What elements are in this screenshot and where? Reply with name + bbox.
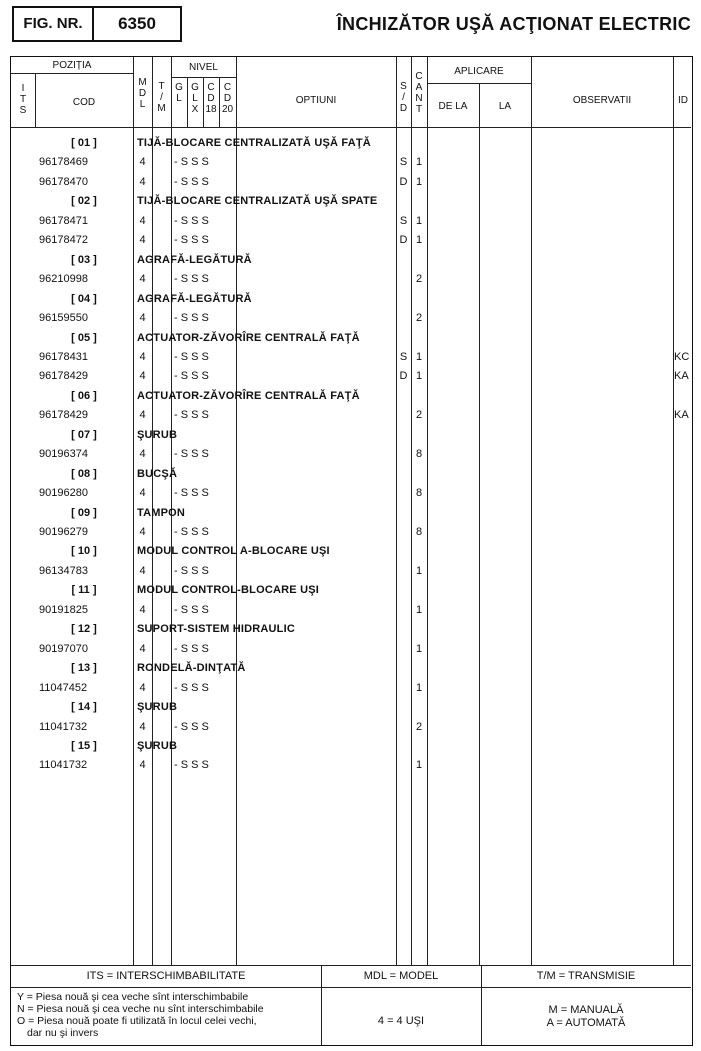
legend-mdl-value: 4 = 4 UŞI [377,1015,425,1027]
col-de-la: DE LA [438,101,468,112]
position-number: [ 11 ] [71,584,97,596]
part-code: 96178429 [39,409,88,421]
model-value: 4 [139,312,146,324]
position-number: [ 03 ] [71,254,97,266]
side-value: S [399,351,408,363]
level-values: - S S S [174,448,209,460]
part-code: 96178472 [39,234,88,246]
position-number: [ 04 ] [71,293,97,305]
legend-its-title: ITS = INTERSCHIMBABILITATE [86,970,246,982]
quantity-value: 1 [415,604,423,616]
col-la: LA [498,101,512,112]
table-body [11,57,691,965]
quantity-value: 8 [415,526,423,538]
legend-tm-lines: M = MANUALĂ A = AUTOMATĂ [546,1004,626,1029]
position-description: TAMPON [137,507,186,519]
level-values: - S S S [174,721,209,733]
part-code: 96178431 [39,351,88,363]
model-value: 4 [139,721,146,733]
model-value: 4 [139,234,146,246]
position-description: TIJĂ-BLOCARE CENTRALIZATĂ UŞĂ SPATE [137,195,378,207]
level-values: - S S S [174,234,209,246]
legend-top-line [11,965,691,966]
quantity-value: 8 [415,448,423,460]
id-value: KA [674,409,689,421]
model-value: 4 [139,565,146,577]
part-code: 11041732 [39,759,88,771]
level-values: - S S S [174,643,209,655]
model-value: 4 [139,526,146,538]
position-number: [ 12 ] [71,623,97,635]
col-observatii: OBSERVATII [572,95,632,106]
quantity-value: 2 [415,409,423,421]
position-number: [ 13 ] [71,662,97,674]
level-values: - S S S [174,604,209,616]
position-number: [ 07 ] [71,429,97,441]
id-value: KA [674,370,689,382]
model-value: 4 [139,176,146,188]
side-value: S [399,215,408,227]
model-value: 4 [139,643,146,655]
col-tm: T / M [157,81,166,114]
figure-label: FIG. NR. [14,8,94,40]
quantity-value: 1 [415,682,423,694]
quantity-value: 1 [415,156,423,168]
col-nivel-cd18: C D 18 [205,82,217,115]
model-value: 4 [139,215,146,227]
level-values: - S S S [174,565,209,577]
page-title: ÎNCHIZĂTOR UŞĂ ACŢIONAT ELECTRIC [336,14,691,34]
model-value: 4 [139,682,146,694]
level-values: - S S S [174,682,209,694]
level-values: - S S S [174,176,209,188]
level-values: - S S S [174,526,209,538]
position-number: [ 02 ] [71,195,97,207]
side-value: D [399,370,408,382]
part-code: 90197070 [39,643,88,655]
part-code: 96134783 [39,565,88,577]
quantity-value: 1 [415,370,423,382]
model-value: 4 [139,604,146,616]
level-values: - S S S [174,351,209,363]
position-description: ACTUATOR-ZĂVORÎRE CENTRALĂ FAŢĂ [137,390,360,402]
level-values: - S S S [174,759,209,771]
col-nivel-gl: G L [175,82,183,104]
position-description: SUPORT-SISTEM HIDRAULIC [137,623,295,635]
legend-mdl-title: MDL = MODEL [363,970,439,982]
model-value: 4 [139,759,146,771]
model-value: 4 [139,156,146,168]
position-number: [ 09 ] [71,507,97,519]
id-value: KC [674,351,690,363]
col-nivel-glx: G L X [191,82,199,115]
model-value: 4 [139,351,146,363]
position-number: [ 08 ] [71,468,97,480]
model-value: 4 [139,273,146,285]
quantity-value: 8 [415,487,423,499]
quantity-value: 1 [415,215,423,227]
position-description: MODUL CONTROL A-BLOCARE UŞI [137,545,330,557]
part-code: 96210998 [39,273,88,285]
col-optiuni: OPTIUNI [295,95,337,106]
col-cod: COD [72,97,96,108]
col-its: I T S [19,83,27,116]
level-values: - S S S [174,370,209,382]
part-code: 96178429 [39,370,88,382]
side-value: S [399,156,408,168]
model-value: 4 [139,487,146,499]
side-value: D [399,176,408,188]
quantity-value: 1 [415,351,423,363]
level-values: - S S S [174,487,209,499]
position-description: MODUL CONTROL-BLOCARE UŞI [137,584,320,596]
level-values: - S S S [174,273,209,285]
col-nivel: NIVEL [189,62,218,73]
position-number: [ 06 ] [71,390,97,402]
col-pozitia: POZIȚIA [52,60,92,71]
quantity-value: 2 [415,312,423,324]
level-values: - S S S [174,409,209,421]
part-code: 96178470 [39,176,88,188]
legend-its-lines: Y = Piesa nouă şi cea veche sînt interschimbabile N = Piesa nouă şi cea veche nu sînt interschimbabile O = Piesa nouă poate fi utilizată în locul celei vechi, dar nu şi invers [17,991,264,1039]
col-aplicare: APLICARE [454,66,504,77]
part-code: 11047452 [39,682,88,694]
part-code: 90196374 [39,448,88,460]
position-description: TIJĂ-BLOCARE CENTRALIZATĂ UŞĂ FAŢĂ [137,137,371,149]
part-code: 96159550 [39,312,88,324]
level-values: - S S S [174,156,209,168]
part-code: 11041732 [39,721,88,733]
position-description: BUCŞĂ [137,468,178,480]
position-description: AGRAFĂ-LEGĂTURĂ [137,293,252,305]
quantity-value: 1 [415,234,423,246]
part-code: 90196280 [39,487,88,499]
part-code: 96178469 [39,156,88,168]
position-number: [ 10 ] [71,545,97,557]
col-cant: C A N T [415,71,423,115]
position-description: AGRAFĂ-LEGĂTURĂ [137,254,252,266]
side-value: D [399,234,408,246]
model-value: 4 [139,448,146,460]
parts-table [10,56,693,1046]
figure-number: 6350 [118,14,156,33]
position-number: [ 01 ] [71,137,97,149]
part-code: 96178471 [39,215,88,227]
position-number: [ 05 ] [71,332,97,344]
figure-number-box [12,6,182,42]
col-mdl: M D L [138,77,147,110]
quantity-value: 2 [415,721,423,733]
position-description: ŞURUB [137,429,178,441]
part-code: 90196279 [39,526,88,538]
legend-tm-title: T/M = TRANSMISIE [536,970,636,982]
level-values: - S S S [174,215,209,227]
quantity-value: 1 [415,176,423,188]
model-value: 4 [139,409,146,421]
position-description: ACTUATOR-ZĂVORÎRE CENTRALĂ FAŢĂ [137,332,360,344]
col-sd: S / D [399,81,408,114]
position-description: ŞURUB [137,740,178,752]
position-number: [ 15 ] [71,740,97,752]
quantity-value: 2 [415,273,423,285]
col-nivel-cd20: C D 20 [221,82,234,115]
position-description: RONDELĂ-DINŢATĂ [137,662,246,674]
quantity-value: 1 [415,565,423,577]
quantity-value: 1 [415,759,423,771]
level-values: - S S S [174,312,209,324]
position-description: ŞURUB [137,701,178,713]
model-value: 4 [139,370,146,382]
part-code: 90191825 [39,604,88,616]
position-number: [ 14 ] [71,701,97,713]
quantity-value: 1 [415,643,423,655]
col-id: ID [678,95,688,106]
